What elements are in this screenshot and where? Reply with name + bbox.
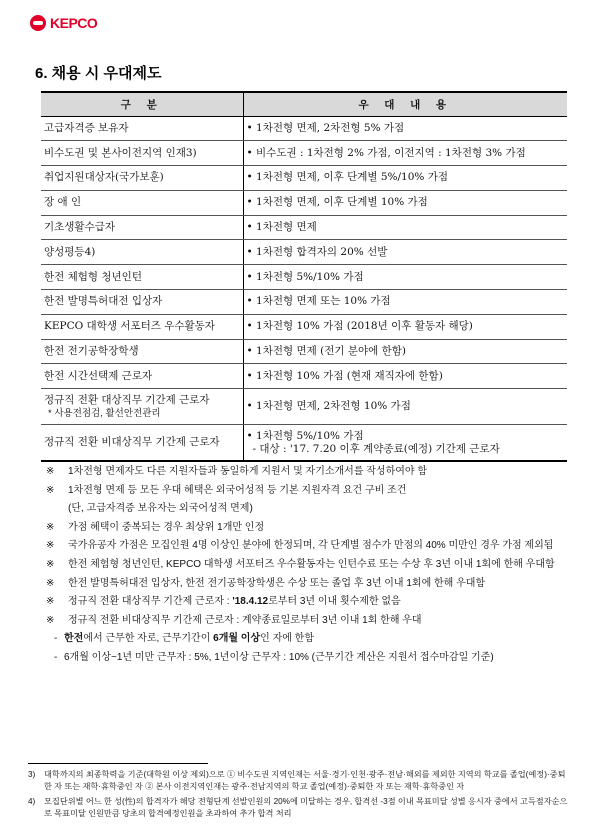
row-benefit: • 1차전형 면제, 이후 단계별 10% 가점 [243,190,567,215]
note-text: 한전 발명특허대전 입상자, 한전 전기공학장학생은 수상 또는 졸업 후 3년 이내 1회에 한해 우대함 [68,577,486,589]
row-category: 취업지원대상자(국가보훈) [41,166,243,191]
table-row [41,425,567,461]
note-text: 한전 체험형 청년인턴, KEPCO 대학생 서포터즈 우수활동자는 인턴수료 또는 수상 후 3년 이내 1회에 한해 우대함 [68,558,555,570]
footnote-text: 모집단위별 어느 한 성(性)의 합격자가 해당 전형단계 선발인원의 20%에 미달하는 경우, 합격선 -3점 이내 목표미달 성별 응시자 중에서 고득점자순으로 목표미달 인원만큼 당초의 합격예정인원을 초과하여 추가 합격 처리 [44,797,568,818]
row-category: 한전 시간선택제 근로자 [41,364,243,389]
section-title: 6. 채용 시 우대제도 [35,65,162,82]
row-category: 정규직 전환 비대상직무 기간제 근로자 [41,425,243,461]
note-text-pre: 정규직 전환 대상직무 기간제 근로자 : [68,596,233,608]
kepco-logo-text: KEPCO [50,15,98,31]
note-text-bold: '18.4.12 [232,596,269,608]
detail-text-bold: 6개월 이상 [213,633,261,645]
detail-text: 6개월 이상~1년 미만 근무자 : 5%, 1년이상 근무자 : 10% (근무기간 계산은 지원서 접수마감일 기준) [64,651,494,663]
reference-mark-icon: ※ [46,521,55,533]
footnote-mark: 4) [28,797,36,806]
note-item [46,575,571,594]
row-category: 한전 체험형 청년인턴 [41,265,243,290]
note-text: (단, 고급자격증 보유자는 외국어성적 면제) [68,503,253,515]
note-item [46,537,571,556]
dash-mark: - [54,633,58,645]
reference-mark-icon: ※ [46,577,55,589]
footnote-text: 대학까지의 최종학력을 기준(대학원 이상 제외)으로 ① 비수도권 지역인재는 서울·경기·인천·광주·전남·해외를 제외한 지역의 학교를 졸업(예정)·중퇴한 자 또는 재학·휴학중인 자 ② 본사 이전지역인재는 광주·전남지역의 학교 졸업(예정)·중퇴한 자 또는 재학·휴학중인 자 [44,770,566,791]
row-benefit: • 1차전형 면제, 이후 단계별 5%/10% 가점 [243,166,567,191]
header-benefit: 우 대 내 용 [243,92,567,116]
row-category: 장 애 인 [41,190,243,215]
detail-note-item [46,649,571,668]
detail-text-bold: 한전 [64,633,84,645]
note-text-post: 로부터 3년 이내 횟수제한 없음 [268,596,401,608]
preference-table [41,91,567,462]
table-row [41,141,567,166]
row-benefit: • 1차전형 면제 또는 10% 가점 [243,290,567,315]
table-row [41,240,567,265]
row-category: 한전 전기공학장학생 [41,339,243,364]
footnote-item [28,769,568,793]
table-row [41,339,567,364]
dash-mark: - [54,651,58,663]
row-category: KEPCO 대학생 서포터즈 우수활동자 [41,314,243,339]
note-text: 1차전형 면제자도 다른 지원자들과 동일하게 지원서 및 자기소개서를 작성하여야 함 [68,466,428,477]
row-benefit: • 1차전형 5%/10% 가점 [243,265,567,290]
row-category-note: * 사용전점검, 활선안전관리 [48,407,161,419]
row-benefit: • 1차전형 10% 가점 (현재 재직자에 한함) [243,364,567,389]
table-row [41,215,567,240]
note-item [46,612,571,631]
row-category: 양성평등4) [41,240,243,265]
row-benefit: • 1차전형 면제 [243,215,567,240]
reference-mark-icon: ※ [46,558,55,570]
row-category: 고급자격증 보유자 [41,116,243,141]
kepco-logo [30,15,97,31]
kepco-logo-mark [30,15,46,31]
notes-section [46,463,571,668]
reference-mark-icon: ※ [46,614,55,626]
header-category: 구 분 [41,92,243,116]
row-benefit: • 1차전형 면제 (전기 분야에 한함) [243,339,567,364]
note-item [46,556,571,575]
detail-text: 에서 근무한 자로, 근무기간이 [83,633,214,645]
row-category-cell [41,389,243,425]
table-row [41,389,567,425]
detail-text: 인 자에 한함 [260,633,314,645]
table-row [41,364,567,389]
reference-mark-icon: ※ [46,596,55,608]
note-item [46,482,571,501]
table-row [41,116,567,141]
footnote-item [28,796,568,820]
row-benefit: • 1차전형 5%/10% 가점 [246,429,364,442]
table-row [41,265,567,290]
row-benefit: • 1차전형 면제, 2차전형 5% 가점 [243,116,567,141]
table-row [41,166,567,191]
note-text: 1차전형 면제 등 모든 우대 혜택은 외국어성적 등 기본 지원자격 요건 구비 조건 [68,484,407,496]
row-benefit: • 1차전형 면제, 2차전형 10% 가점 [243,389,567,425]
note-text: 가점 혜택이 중복되는 경우 최상위 1개만 인정 [68,521,265,533]
reference-mark-icon: ※ [46,484,55,496]
footnotes-section [28,769,568,823]
row-benefit-cell [243,425,567,461]
footnote-mark: 3) [28,770,36,779]
row-benefit: • 비수도권 : 1차전형 2% 가점, 이전지역 : 1차전형 3% 가점 [243,141,567,166]
reference-mark-icon: ※ [46,466,55,477]
table-row [41,190,567,215]
note-item [46,500,571,519]
row-benefit-note: - 대상 : '17. 7.20 이후 계약종료(예정) 기간제 근로자 [252,442,500,455]
note-item [46,519,571,538]
row-category: 비수도권 및 본사이전지역 인재3) [41,141,243,166]
table-header-row [41,92,567,116]
row-category: 기초생활수급자 [41,215,243,240]
table-row [41,290,567,315]
note-text: 정규직 전환 비대상직무 기간제 근로자 : 계약종료일로부터 3년 이내 1회 한해 우대 [68,614,422,626]
footnote-divider [28,763,208,764]
note-item [46,593,571,612]
note-item [46,463,571,482]
table-row [41,314,567,339]
row-benefit: • 1차전형 10% 가점 (2018년 이후 활동자 해당) [243,314,567,339]
detail-note-item [46,630,571,649]
row-category: 정규직 전환 대상직무 기간제 근로자 [44,393,210,406]
reference-mark-icon: ※ [46,540,55,552]
row-benefit: • 1차전형 합격자의 20% 선발 [243,240,567,265]
row-category: 한전 발명특허대전 입상자 [41,290,243,315]
note-text: 국가유공자 가점은 모집인원 4명 이상인 분야에 한정되며, 각 단계별 점수가 만점의 40% 미만인 경우 가점 제외됨 [68,540,554,552]
